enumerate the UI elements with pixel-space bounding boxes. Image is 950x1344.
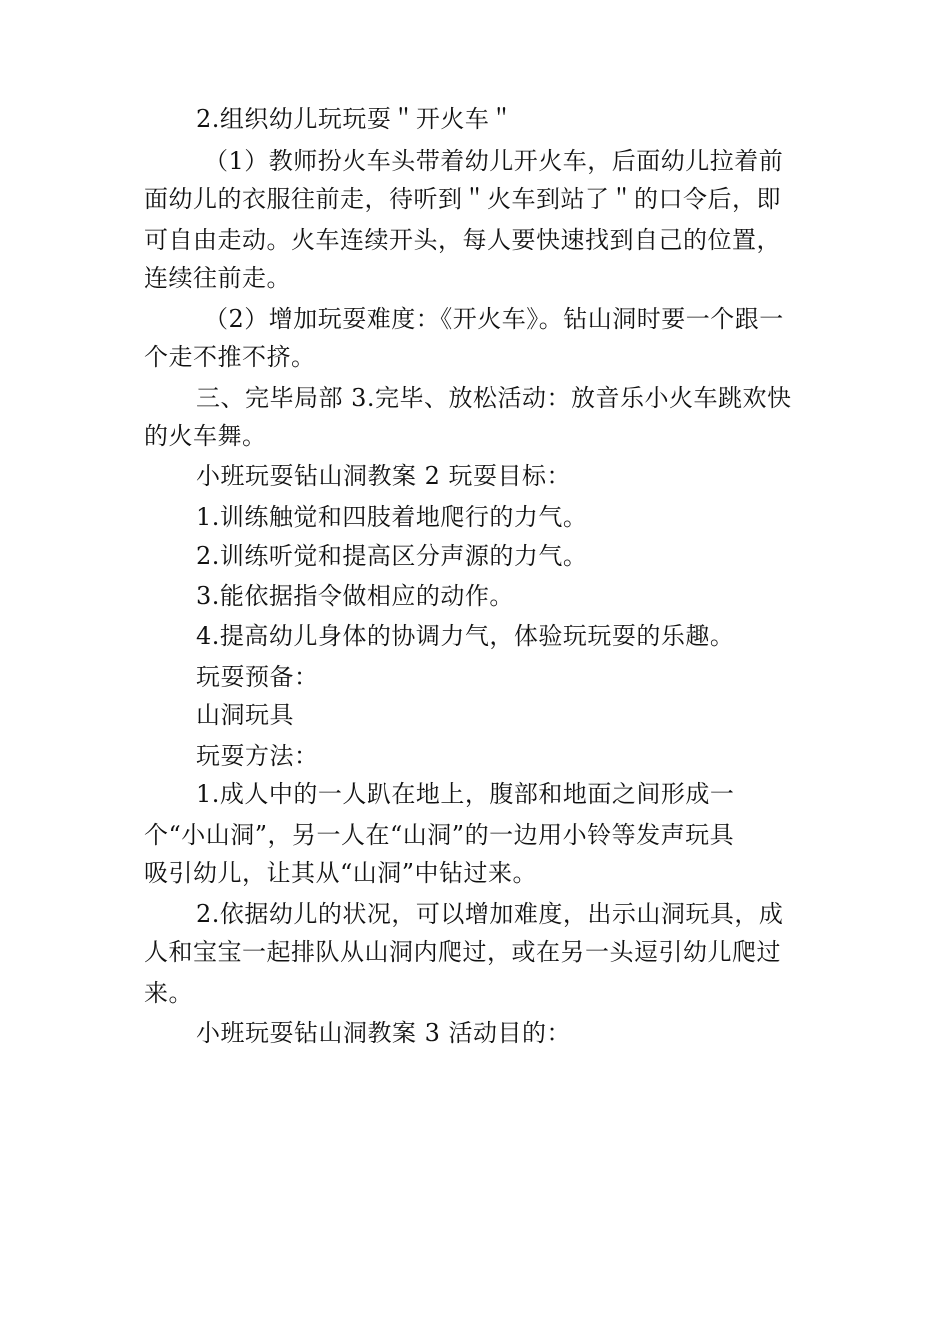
- text-line: 3.能依据指令做相应的动作。: [196, 582, 514, 610]
- text-line: 来。: [144, 979, 193, 1007]
- text-line: 可自由走动。火车连续开头，每人要快速找到自己的位置，: [144, 226, 781, 254]
- text-line: （1）教师扮火车头带着幼儿开火车，后面幼儿拉着前: [204, 147, 784, 175]
- text-line: 1.成人中的一人趴在地上，腹部和地面之间形成一: [196, 780, 735, 808]
- text-line: 2.组织幼儿玩玩耍＂开火车＂: [196, 105, 514, 133]
- text-line: 山洞玩具: [196, 701, 294, 729]
- text-line: 连续往前走。: [144, 264, 291, 292]
- text-line: 个走不推不挤。: [144, 343, 316, 371]
- text-line: 吸引幼儿，让其从“山洞”中钻过来。: [144, 859, 538, 887]
- text-line: 个“小山洞”，另一人在“山洞”的一边用小铃等发声玩具: [144, 821, 735, 849]
- text-line: 2.依据幼儿的状况，可以增加难度，出示山洞玩具，成: [196, 900, 784, 928]
- text-line: 玩耍预备：: [196, 663, 319, 691]
- text-line: 玩耍方法：: [196, 742, 319, 770]
- text-line: 三、完毕局部 3.完毕、放松活动：放音乐小火车跳欢快: [196, 384, 792, 412]
- text-line: 人和宝宝一起排队从山洞内爬过，或在另一头逗引幼儿爬过: [144, 938, 781, 966]
- text-line: （2）增加玩耍难度：《开火车》。钻山洞时要一个跟一: [204, 305, 784, 333]
- text-line: 面幼儿的衣服往前走，待听到＂火车到站了＂的口令后，即: [144, 185, 781, 213]
- text-line: 2.训练听觉和提高区分声源的力气。: [196, 542, 588, 570]
- section-heading: 小班玩耍钻山洞教案 3 活动目的：: [196, 1019, 572, 1047]
- section-heading: 小班玩耍钻山洞教案 2 玩耍目标：: [196, 462, 572, 490]
- text-line: 1.训练触觉和四肢着地爬行的力气。: [196, 503, 588, 531]
- text-line: 的火车舞。: [144, 422, 267, 450]
- text-line: 4.提高幼儿身体的协调力气，体验玩玩耍的乐趣。: [196, 622, 735, 650]
